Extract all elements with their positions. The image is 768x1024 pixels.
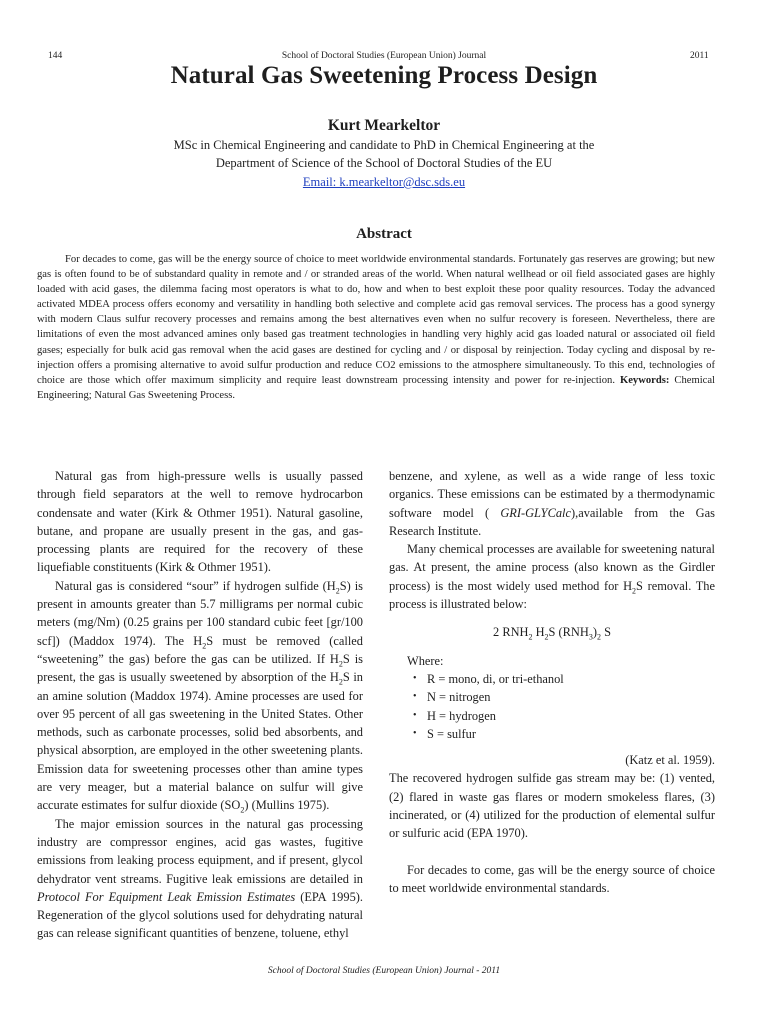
page-number: 144 [48,51,63,61]
abstract-heading: Abstract [356,226,412,242]
paragraph: Natural gas from high-pressure wells is usually passed through field separators at the well to remove hydrocarbon condensate and water (Kirk & Othmer 1951). Natural gasoline, butane, and propane are usually present in the gas, and gas-processing plants are required for the recovery of these liquefiable constituents (Kirk & Othmer 1951). [37,469,363,575]
definition-item: • N = nitrogen [427,688,715,706]
running-header: School of Doctoral Studies (European Union) Journal [281,51,487,61]
paper-title: Natural Gas Sweetening Process Design [170,62,598,89]
citation: (Katz et al. 1959). [625,753,715,768]
affiliation-line-2: Department of Science of the School of Doctoral Studies of the EU [215,156,553,170]
definition-item: • H = hydrogen [427,707,715,725]
column-right [389,467,715,897]
reaction-equation: 2 $RNH_2$ $H_2S$ $(RNH_3)_2$ S [493,625,611,642]
keywords: Chemical Engineering; Natural Gas Sweetening Process. [37,374,715,401]
where-label: Where: [407,653,444,668]
paragraph-continued: benzene, and xylene, as well as a wide range of less toxic organics. These emissions can be estimated by a thermodynamic software model ( GRI-GLYCalc),available from the Gas Research Institute. [389,469,715,538]
page-footer: School of Doctoral Studies (European Union) Journal - 2011 [267,966,501,976]
definition-list [389,670,715,743]
abstract-text: For decades to come, gas will be the energy source of choice to meet worldwide environmental standards. Fortunately gas reserves are growing; but new gas is often found to be of substandard quality in remote and / or stranded areas of the world. When natural wellhead or oil field associated gases are highly loaded with acid gases, the dilemma facing most operators is what to do, how and when to best exploit these poor quality resources. Today the advanced activated MDEA process offers economy and versatility in handling both selective and complete acid gas removal services. The process has a good synergy with modern Claus sulfur recovery processes and remains among the best alternatives even when no sulfur recovery is foreseen. Nevertheless, there are limitations of even the most advanced amines only based gas treatment technologies in handling very highly acid gas loaded natural or associated oil field gases; especially for bulk acid gas removal when the acid gases are destined for cycling and / or disposal by reinjection. Today cycling and disposal by re-injection offers a promising alternative to avoid sulfur production and reduce CO2 emissions to the atmosphere simultaneously. To this end, technologies of choice are those which offer maximum simplicity and require least downstream processing intensity and power for re-injection. Keywords: Chemical Engineering; Natural Gas Sweetening Process. [37,254,715,401]
paragraph: The recovered hydrogen sulfide gas stream may be: (1) vented, (2) flared in waste gas flares or modern smokeless flares, (3) incinerated, or (4) utilized for the production of elemental sulfur or sulfuric acid (EPA 1970). [389,771,715,841]
paragraph: The major emission sources in the natural gas processing industry are compressor engines, acid gas wastes, fugitive emissions from leaking process equipment, and if present, glycol dehydrator vent streams. Fugitive leak emissions are detailed in Protocol For Equipment Leak Emission Estimates (EPA 1995). Regeneration of the glycol solutions used for dehydrating natural gas can release significant quantities of benzene, toluene, ethyl [37,816,363,941]
affiliation-line-1: MSc in Chemical Engineering and candidate to PhD in Chemical Engineering at the [173,138,595,152]
author-name: Kurt Mearkeltor [327,117,441,134]
paragraph: Many chemical processes are available for sweetening natural gas. At present, the amine process (also known as the Girdler process) is the most widely used method for $H_2S$ removal. The process is illustrated below: [389,542,715,612]
column-left [37,467,363,943]
header-year: 2011 [690,51,709,61]
paragraph: For decades to come, gas will be the energy source of choice to meet worldwide environmental standards. [389,862,715,895]
definition-item: • R = mono, di, or tri-ethanol [427,670,715,688]
paragraph: Natural gas is considered “sour” if hydrogen sulfide $(H_2S)$ is present in amounts greater than 5.7 milligrams per normal cubic meters (mg/Nm) (0.25 grains per 100 standard cubic feet [gr/100 scf]) (Maddox 1974). The $H_2S$ must be removed (called “sweetening” the gas) before the gas can be utilized. If $H_2S$ is present, the gas is usually sweetened by absorption of the $H_2S$ in an amine solution (Maddox 1974). Amine processes are used for over 95 percent of all gas sweetening in the United States. Other methods, such as carbonate processes, solid bed absorbents, and physical absorption, are employed in the other sweetening plants. Emission data for sweetening processes other than amine types are very meager, but a material balance on sulfur will give accurate estimates for sulfur dioxide $(SO_2)$ (Mullins 1975). [37,578,364,815]
definition-item: • S = sulfur [427,725,715,743]
spacer [389,843,715,861]
keywords-label: Keywords: [619,374,670,386]
email-link[interactable]: Email: k.mearkeltor@dsc.sds.eu [302,175,466,189]
